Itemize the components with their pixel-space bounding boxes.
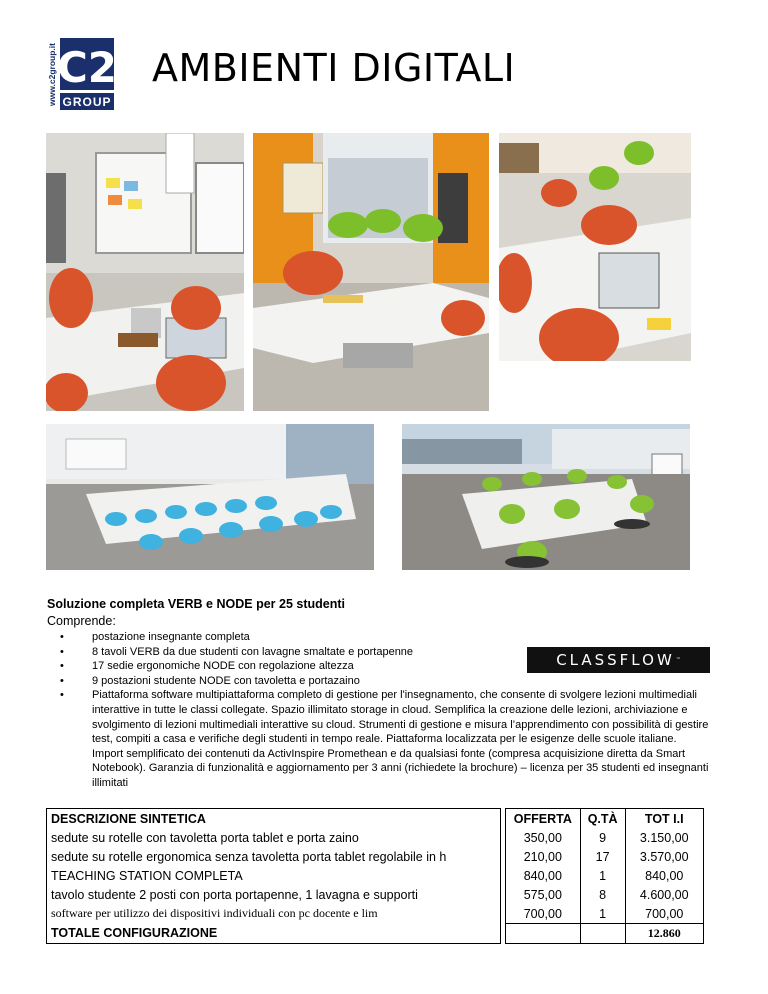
header-desc: DESCRIZIONE SINTETICA: [47, 809, 501, 829]
list-item: • postazione insegnante completa: [70, 630, 710, 645]
table-row: [47, 847, 704, 866]
list-item: • 17 sedie ergonomiche NODE con regolazione altezza: [70, 659, 710, 674]
header-total: TOT I.I: [625, 809, 703, 829]
logo-sub: GROUP: [62, 95, 112, 109]
row-desc: tavolo studente 2 posti con porta portapenne, 1 lavagna e supporti: [47, 885, 501, 904]
row-offer: 840,00: [505, 866, 580, 885]
row-qty: 17: [580, 847, 625, 866]
table-row: [47, 828, 704, 847]
row-desc: sedute su rotelle con tavoletta porta tablet e porta zaino: [47, 828, 501, 847]
row-qty: 1: [580, 904, 625, 924]
photo-classroom-green-node: [402, 424, 690, 570]
photo-classroom-laptop: [499, 133, 691, 361]
total-label: TOTALE CONFIGURAZIONE: [47, 924, 501, 944]
row-qty: 1: [580, 866, 625, 885]
table-total-row: [47, 924, 704, 944]
row-desc: software per utilizzo dei dispositivi individuali con pc docente e lim: [47, 904, 501, 924]
row-total: 3.570,00: [625, 847, 703, 866]
table-row: [47, 885, 704, 904]
table-row: [47, 866, 704, 885]
row-total: 840,00: [625, 866, 703, 885]
classflow-logo: [527, 647, 710, 673]
list-item: • 9 postazioni studente NODE con tavoletta e portazaino: [70, 674, 710, 689]
row-qty: 8: [580, 885, 625, 904]
header-offer: OFFERTA: [505, 809, 580, 829]
classflow-trademark: ™: [675, 657, 681, 663]
row-total: 700,00: [625, 904, 703, 924]
row-offer: 575,00: [505, 885, 580, 904]
total-value: 12.860: [625, 924, 703, 944]
logo-brand: C2: [56, 43, 116, 92]
offer-table: [46, 808, 704, 944]
table-row: [47, 904, 704, 924]
header-qty: Q.TÀ: [580, 809, 625, 829]
total-empty-qty: [580, 924, 625, 944]
table-header-row: [47, 809, 704, 829]
list-item: • Piattaforma software multipiattaforma completo di gestione per l'insegnamento, che consente di svolgere lezioni multimediali interattive in tutte le classi collegate. Spazio illimitato storage in cloud. Semplifica la creazione delle lezioni, archiviazione e svolgimento di lezioni multimediali interattive su cloud. Strumenti di gestione e misura l’apprendimento con possibilità di gestire test, compiti a casa e verifiche degli studenti in tempo reale. Piattaforma localizzata per le esigenze delle scuole italiane. Import semplificato dei contenuti da ActivInspire Promethean e da qualsiasi fonte (compresa acquisizione diretta da Smart Notebook). Garanzia di funzionalità e aggiornamento per 3 anni (richiedete la brochure) – licenza per 35 studenti ed insegnanti illimitati: [70, 688, 710, 790]
solution-heading: Soluzione completa VERB e NODE per 25 studenti: [47, 597, 345, 611]
total-empty-offer: [505, 924, 580, 944]
c2group-logo: [44, 36, 116, 112]
row-qty: 9: [580, 828, 625, 847]
photo-classroom-blue-chairs: [46, 424, 374, 570]
classflow-logo-text: CLASSFLOW: [556, 651, 675, 669]
row-desc: TEACHING STATION COMPLETA: [47, 866, 501, 885]
row-offer: 350,00: [505, 828, 580, 847]
row-total: 4.600,00: [625, 885, 703, 904]
row-total: 3.150,00: [625, 828, 703, 847]
page-title: AMBIENTI DIGITALI: [152, 46, 516, 90]
solution-subheading: Comprende:: [47, 614, 116, 628]
photo-classroom-whiteboard: [46, 133, 244, 411]
row-offer: 210,00: [505, 847, 580, 866]
list-item: • 8 tavoli VERB da due studenti con lavagne smaltate e portapenne: [70, 645, 710, 660]
row-offer: 700,00: [505, 904, 580, 924]
photo-classroom-green-chairs: [253, 133, 489, 411]
logo-url: www.c2group.it: [47, 43, 57, 106]
row-desc: sedute su rotelle ergonomica senza tavoletta porta tablet regolabile in h: [47, 847, 501, 866]
